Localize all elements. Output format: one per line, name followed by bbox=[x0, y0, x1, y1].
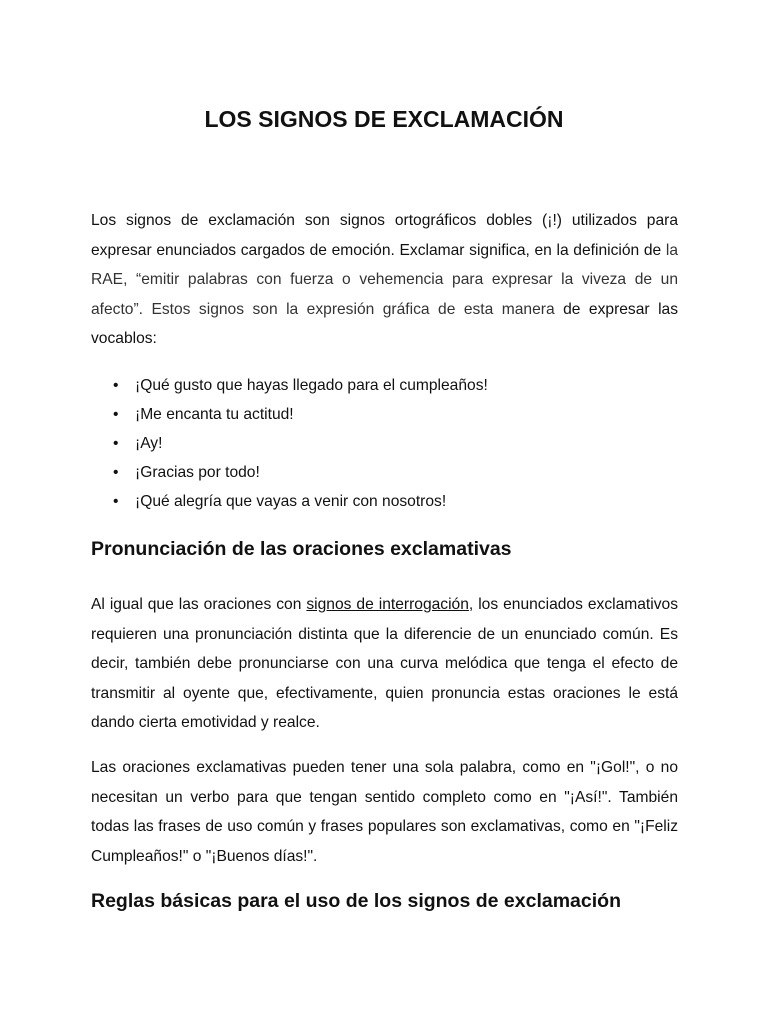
list-item: • ¡Qué gusto que hayas llegado para el cumpleaños! bbox=[91, 371, 488, 400]
list-item: • ¡Qué alegría que vayas a venir con nosotros! bbox=[91, 487, 488, 516]
intro-text-3: de expresar las vocablos: bbox=[91, 300, 678, 347]
intro-text-1: Los signos de exclamación son signos ortográficos dobles (¡!) utilizados para expresar enunciados cargados de emoción. Exclamar significa, en la definición de bbox=[91, 212, 678, 259]
document-title: LOS SIGNOS DE EXCLAMACIÓN bbox=[204, 106, 564, 132]
pronunciation-paragraph-2: Las oraciones exclamativas pueden tener una sola palabra, como en "¡Gol!", o no necesitan un verbo para que tengan sentido completo como en "¡Así!". También todas las frases de uso común y frases populares son exclamativas, como en "¡Feliz Cumpleaños!" o "¡Buenos días!". bbox=[91, 759, 678, 865]
interrogation-link[interactable]: signos de interrogación bbox=[306, 596, 469, 613]
section-heading-rules: Reglas básicas para el uso de los signos de exclamación bbox=[91, 890, 621, 912]
bullet-icon: • bbox=[113, 406, 119, 423]
bullet-icon: • bbox=[113, 377, 119, 394]
intro-paragraph bbox=[91, 206, 678, 354]
list-item: • ¡Gracias por todo! bbox=[91, 458, 488, 487]
section-heading-pronunciation: Pronunciación de las oraciones exclamativas bbox=[91, 538, 512, 560]
bullet-icon: • bbox=[113, 464, 119, 481]
list-item: • ¡Me encanta tu actitud! bbox=[91, 400, 488, 429]
intro-text-2: la RAE, “emitir palabras con fuerza o vehemencia para expresar la viveza de un afecto”. Estos signos son la expresión gráfica de esta manera bbox=[91, 241, 678, 318]
bullet-icon: • bbox=[113, 435, 119, 452]
examples-list bbox=[91, 371, 488, 516]
list-item: • ¡Ay! bbox=[91, 429, 488, 458]
pronunciation-paragraph-1: Al igual que las oraciones con signos de interrogación, los enunciados exclamativos requieren una pronunciación distinta que la diferencie de un enunciado común. Es decir, también debe pronunciarse con una curva melódica que tenga el efecto de transmitir al oyente que, efectivamente, quien pronuncia estas oraciones le está dando cierta emotividad y realce. bbox=[91, 596, 678, 731]
bullet-icon: • bbox=[113, 493, 119, 510]
